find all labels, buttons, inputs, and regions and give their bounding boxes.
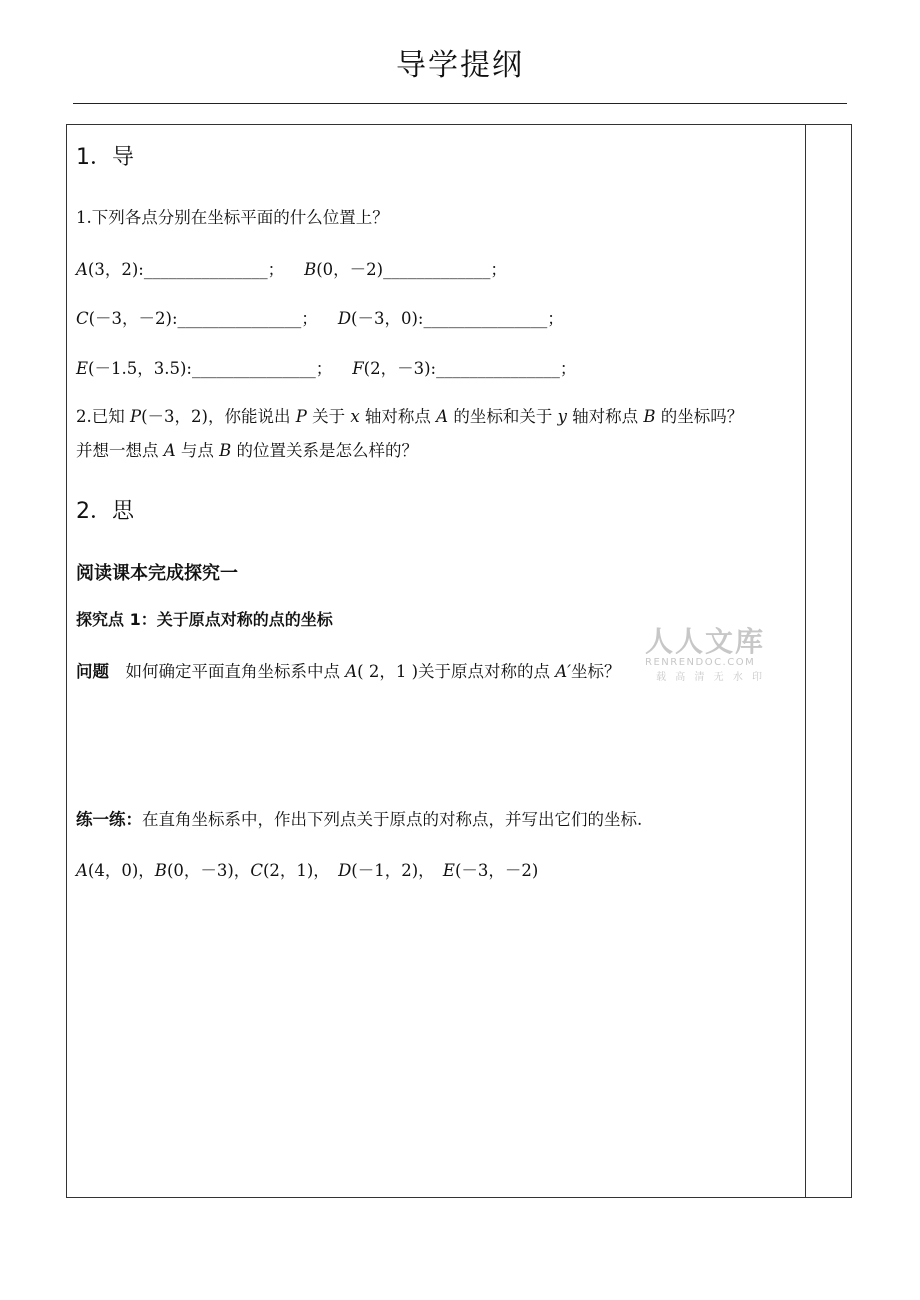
- watermark-slogan: 载 高 清 无 水 印: [656, 672, 766, 683]
- practice-points: A(4，0)，B(0，－3)，C(2，1)， D(－1，2)， E(－3，－2): [76, 861, 539, 880]
- title-divider: [73, 103, 847, 104]
- section-heading-2: 2．思: [76, 499, 134, 524]
- question-1: 1.下列各点分别在坐标平面的什么位置上？: [76, 208, 389, 227]
- watermark-domain: RENRENDOC.COM: [645, 657, 756, 668]
- page-title: 导学提纲: [396, 48, 524, 83]
- section-heading-1: 1．导: [76, 145, 134, 170]
- practice-text: 练一练：在直角坐标系中，作出下列点关于原点的对称点，并写出它们的坐标.: [76, 810, 643, 829]
- watermark-brand: 人人文库: [645, 625, 766, 658]
- reading-task: 阅读课本完成探究一: [76, 563, 238, 584]
- answer-line-c-d: C(－3，－2):_______________； D(－3，0):_______________；: [76, 309, 564, 328]
- answer-line-a-b: A(3，2):_______________； B(0，－2)_____________；: [76, 260, 507, 279]
- table-column-divider: [805, 124, 806, 1198]
- problem-text: 问题 如何确定平面直角坐标系中点 A( 2，1 )关于原点对称的点 A′坐标？: [76, 662, 621, 681]
- answer-line-e-f: E(－1.5，3.5):_______________； F(2，－3):_______________；: [76, 359, 577, 378]
- question-2-line-1: 2.已知 P(－3，2)，你能说出 P 关于 x 轴对称点 A 的坐标和关于 y 轴对称点 B 的坐标吗？: [76, 407, 744, 426]
- question-2-line-2: 并想一想点 A 与点 B 的位置关系是怎么样的？: [76, 441, 419, 460]
- watermark-logo: [645, 620, 765, 683]
- explore-point-1: 探究点 1：关于原点对称的点的坐标: [76, 610, 333, 629]
